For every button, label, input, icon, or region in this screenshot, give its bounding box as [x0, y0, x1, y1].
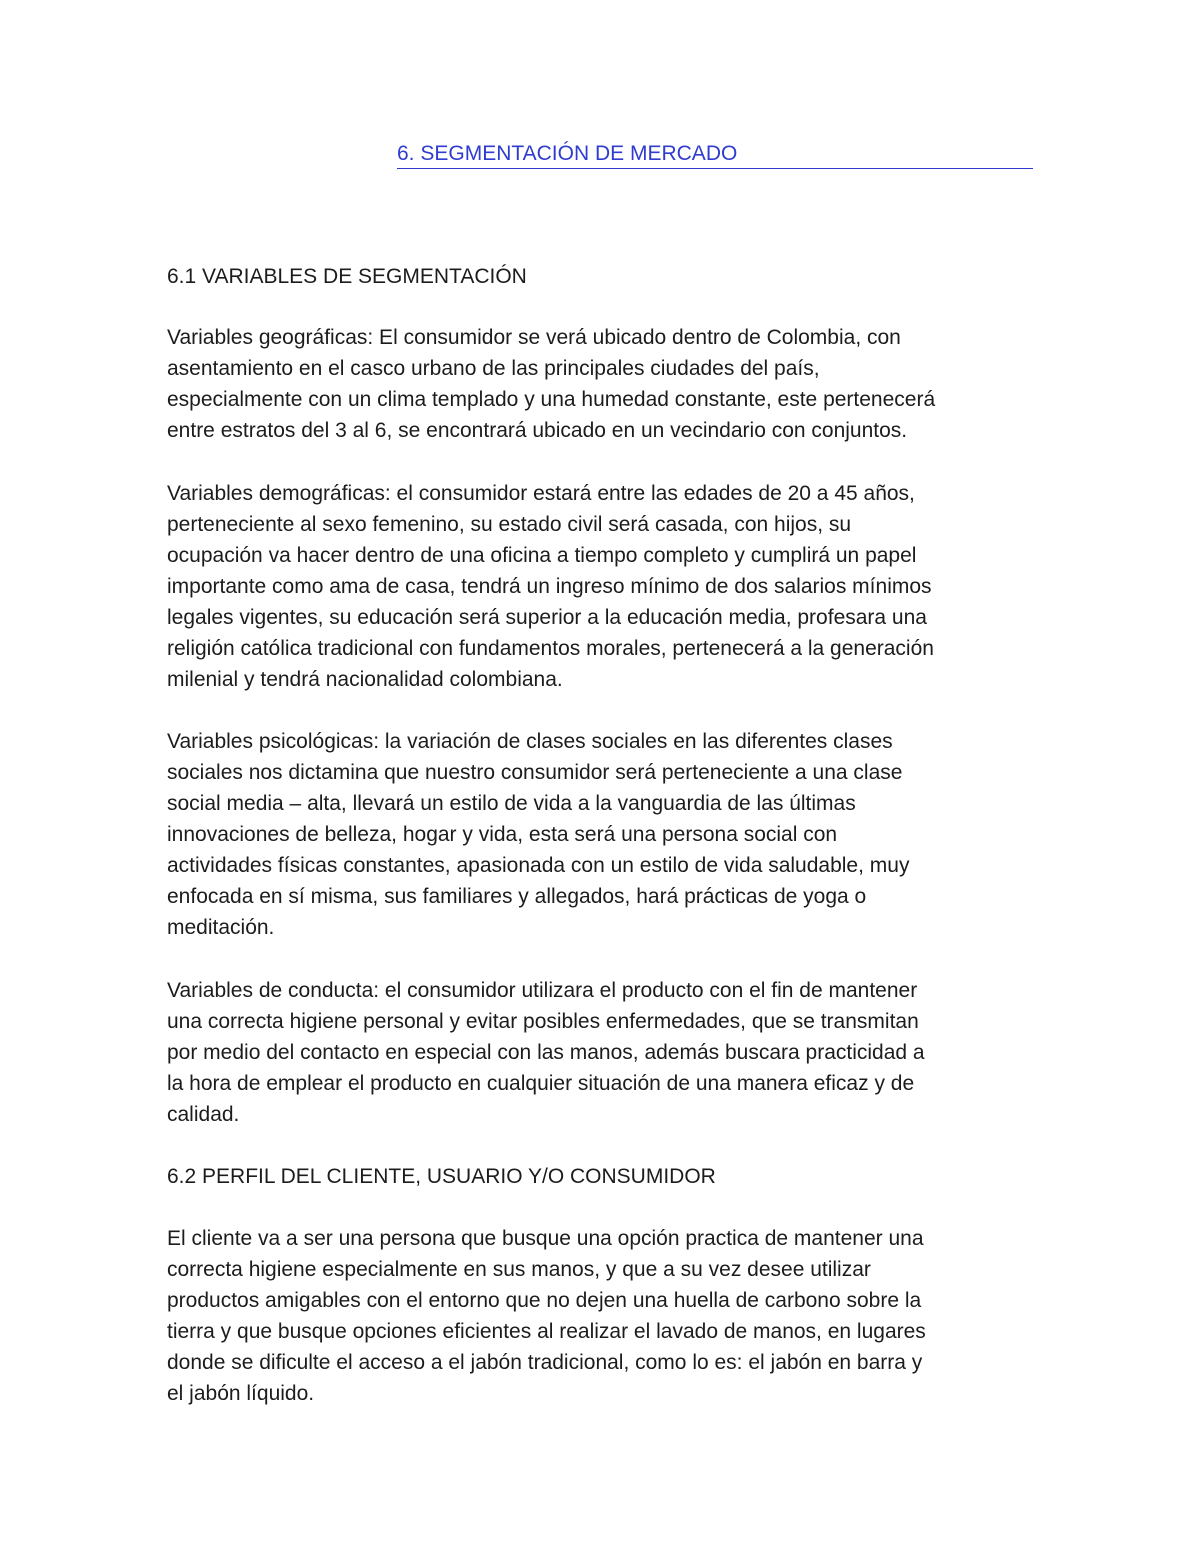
text-line: correcta higiene especialmente en sus manos, y que a su vez desee utilizar: [167, 1258, 871, 1281]
section-heading-6-1: 6.1 VARIABLES DE SEGMENTACIÓN: [167, 265, 527, 288]
text-line: sociales nos dictamina que nuestro consumidor será perteneciente a una clase: [167, 761, 903, 784]
text-line: el jabón líquido.: [167, 1382, 315, 1405]
text-line: asentamiento en el casco urbano de las principales ciudades del país,: [167, 357, 820, 380]
paragraph-variables-conducta: [167, 975, 1047, 1130]
paragraph-variables-demograficas: [167, 478, 1047, 695]
text-line: importante como ama de casa, tendrá un ingreso mínimo de dos salarios mínimos: [167, 575, 932, 598]
text-line: innovaciones de belleza, hogar y vida, esta será una persona social con: [167, 823, 838, 846]
text-line: especialmente con un clima templado y una humedad constante, este pertenecerá: [167, 388, 936, 411]
text-line: milenial y tendrá nacionalidad colombiana.: [167, 668, 563, 691]
text-line: Variables demográficas: el consumidor estará entre las edades de 20 a 45 años,: [167, 482, 915, 505]
text-line: una correcta higiene personal y evitar posibles enfermedades, que se transmitan: [167, 1010, 919, 1033]
text-line: actividades físicas constantes, apasionada con un estilo de vida saludable, muy: [167, 854, 910, 877]
text-line: productos amigables con el entorno que no dejen una huella de carbono sobre la: [167, 1289, 922, 1312]
paragraph-perfil-cliente: [167, 1223, 1047, 1409]
text-line: ocupación va hacer dentro de una oficina a tiempo completo y cumplirá un papel: [167, 544, 917, 567]
text-line: Variables psicológicas: la variación de clases sociales en las diferentes clases: [167, 730, 893, 753]
text-line: entre estratos del 3 al 6, se encontrará ubicado en un vecindario con conjuntos.: [167, 419, 908, 442]
text-line: la hora de emplear el producto en cualquier situación de una manera eficaz y de: [167, 1072, 915, 1095]
text-line: social media – alta, llevará un estilo de vida a la vanguardia de las últimas: [167, 792, 856, 815]
text-line: religión católica tradicional con fundamentos morales, pertenecerá a la generación: [167, 637, 934, 660]
text-line: Variables geográficas: El consumidor se verá ubicado dentro de Colombia, con: [167, 326, 901, 349]
text-line: por medio del contacto en especial con las manos, además buscara practicidad a: [167, 1041, 925, 1064]
text-line: tierra y que busque opciones eficientes al realizar el lavado de manos, en lugares: [167, 1320, 926, 1343]
text-line: perteneciente al sexo femenino, su estado civil será casada, con hijos, su: [167, 513, 852, 536]
paragraph-variables-psicologicas: [167, 726, 1047, 943]
text-line: meditación.: [167, 916, 275, 939]
section-heading-6-2: 6.2 PERFIL DEL CLIENTE, USUARIO Y/O CONSUMIDOR: [167, 1165, 716, 1188]
text-line: calidad.: [167, 1103, 240, 1126]
text-line: El cliente va a ser una persona que busque una opción practica de mantener una: [167, 1227, 924, 1250]
text-line: enfocada en sí misma, sus familiares y allegados, hará prácticas de yoga o: [167, 885, 867, 908]
text-line: legales vigentes, su educación será superior a la educación media, profesara una: [167, 606, 927, 629]
document-title: 6. SEGMENTACIÓN DE MERCADO: [397, 140, 1033, 169]
paragraph-variables-geograficas: [167, 322, 1047, 446]
text-line: Variables de conducta: el consumidor utilizara el producto con el fin de mantener: [167, 979, 918, 1002]
text-line: donde se dificulte el acceso a el jabón tradicional, como lo es: el jabón en barra y: [167, 1351, 923, 1374]
